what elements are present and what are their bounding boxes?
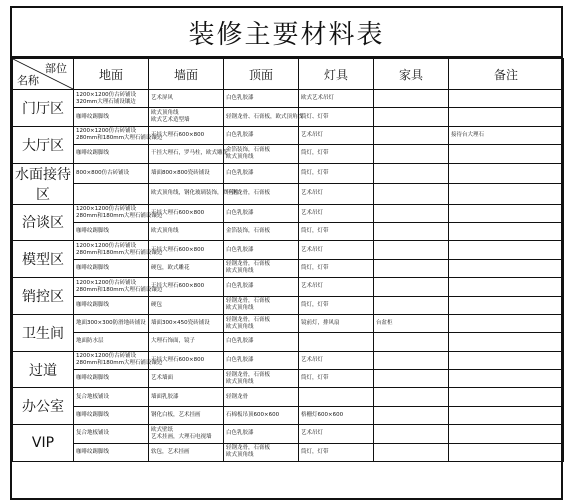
lamp-cell (299, 145, 374, 163)
floor-text: 1200×1200仿古砖铺设 (76, 279, 137, 286)
wall-cell (149, 406, 224, 424)
floor-cell (74, 443, 149, 461)
furniture-cell (374, 259, 449, 277)
wall-cell (149, 145, 229, 163)
wall-cell (149, 333, 224, 351)
furniture-cell (374, 278, 449, 296)
ceiling-text: 轻钢龙骨 (226, 393, 249, 400)
area-name-cell: 卫生间 (13, 314, 74, 351)
note-cell (449, 296, 564, 314)
lamp-text: 筒灯，灯带 (301, 150, 329, 157)
table-row (13, 108, 564, 126)
lamp-text: 筒灯，灯带 (301, 375, 329, 382)
furniture-cell (374, 163, 449, 184)
ceiling-text: 轻钢龙骨，石膏板 (226, 371, 271, 378)
wall-text: 硬包 (151, 301, 163, 308)
furniture-cell (374, 184, 449, 205)
furniture-cell (374, 90, 449, 108)
floor-text: 咖啡纹踢脚线 (76, 375, 110, 382)
wall-cell (149, 351, 224, 369)
note-cell (449, 90, 564, 108)
lamp-text: 艺术吊灯 (301, 131, 324, 138)
table-row (13, 443, 564, 461)
wall-cell (149, 241, 224, 259)
lamp-text: 筒灯，灯带 (301, 301, 329, 308)
area-name-cell: 模型区 (13, 241, 74, 278)
floor-cell (74, 145, 149, 163)
floor-cell (74, 259, 149, 277)
ceiling-cell (224, 351, 299, 369)
ceiling-text: 金箔装饰，石膏板 (226, 146, 271, 153)
table-row (13, 388, 564, 406)
ceiling-text: 白色乳胶漆 (226, 169, 254, 176)
lamp-text: 筒灯，灯带 (301, 448, 329, 455)
table-row (13, 425, 564, 443)
wall-cell (149, 184, 240, 205)
furniture-cell (374, 108, 449, 126)
floor-cell (74, 222, 149, 240)
area-name-cell: 办公室 (13, 388, 74, 425)
furniture-cell (374, 388, 449, 406)
floor-cell (74, 406, 149, 424)
ceiling-cell (224, 425, 299, 443)
lamp-text: 艺术吊灯 (301, 246, 324, 253)
table-row (13, 296, 564, 314)
note-cell (449, 145, 564, 163)
furniture-cell (374, 425, 449, 443)
table-row (13, 333, 564, 351)
lamp-cell (299, 241, 374, 259)
wall-text: 欧式顶角线 (151, 110, 179, 117)
ceiling-text: 欧式顶角线 (226, 305, 254, 312)
wall-text: 欧式壁纸 (151, 426, 174, 433)
wall-text: 墙面300×450瓷砖铺设 (151, 320, 210, 327)
lamp-cell (299, 333, 374, 351)
note-cell (449, 163, 564, 184)
note-cell (449, 314, 564, 332)
note-cell (449, 406, 564, 424)
lamp-cell (299, 443, 374, 461)
ceiling-text: 轻钢龙骨、石膏板，欧式顶角线 (226, 113, 304, 120)
furniture-cell (374, 406, 449, 424)
floor-cell (74, 184, 149, 205)
furniture-cell (374, 222, 449, 240)
floor-cell (74, 296, 149, 314)
wall-text: 大理石饰面，镜子 (151, 338, 196, 345)
note-text: 接待台大理石 (451, 131, 485, 138)
title-row (12, 8, 561, 58)
lamp-cell (299, 296, 374, 314)
materials-table (12, 58, 564, 462)
ceiling-text: 石棉板吊顶600×600 (226, 412, 280, 419)
furniture-cell (374, 370, 449, 388)
lamp-cell (299, 351, 374, 369)
lamp-text: 艺术吊灯 (301, 430, 324, 437)
col-furniture: 家具 (374, 59, 449, 90)
ceiling-text: 欧式顶角线 (226, 323, 254, 330)
corner-name-label: 名称 (17, 74, 39, 87)
area-name-cell: 门厅区 (13, 90, 74, 127)
ceiling-cell (224, 241, 299, 259)
floor-text: 咖啡纹踢脚线 (76, 412, 110, 419)
ceiling-text: 白色乳胶漆 (226, 356, 254, 363)
lamp-cell (299, 163, 374, 184)
ceiling-text: 轻钢龙骨，石膏板 (226, 298, 271, 305)
ceiling-text: 白色乳胶漆 (226, 283, 254, 290)
furniture-cell (374, 241, 449, 259)
wall-text: 欧式艺术造型墙 (151, 117, 190, 124)
lamp-text: 艺术吊灯 (301, 356, 324, 363)
wall-text: 艺术屏风 (151, 95, 174, 102)
table-row (13, 163, 564, 184)
floor-text: 1200×1200仿古砖铺设 (76, 91, 137, 98)
floor-text: 地面300×300防滑地砖铺设 (76, 320, 146, 327)
floor-text: 咖啡纹踢脚线 (76, 448, 110, 455)
floor-text: 1200×1200仿古砖铺设 (76, 243, 137, 250)
wall-text: 干挂大理石600×800 (151, 209, 205, 216)
ceiling-text: 欧式顶角线 (226, 452, 254, 459)
wall-text: 艺术墙面 (151, 375, 174, 382)
ceiling-text: 白色乳胶漆 (226, 338, 254, 345)
floor-cell (74, 351, 163, 369)
ceiling-text: 欧式顶角线 (226, 153, 254, 160)
col-floor: 地面 (74, 59, 149, 90)
ceiling-text: 白色乳胶漆 (226, 95, 254, 102)
floor-text: 320mm大理石铺设镶边 (76, 98, 136, 105)
lamp-text: 艺术吊灯 (301, 190, 324, 197)
wall-cell (149, 108, 224, 126)
floor-cell (74, 425, 149, 443)
ceiling-cell (224, 145, 299, 163)
ceiling-cell (224, 314, 299, 332)
area-name-cell: 水面接待区 (13, 163, 74, 204)
floor-text: 1200×1200仿古砖铺设 (76, 128, 137, 135)
wall-cell (149, 425, 224, 443)
note-cell (449, 388, 564, 406)
lamp-cell (299, 425, 374, 443)
wall-text: 钢化白板，艺术挂画 (151, 412, 201, 419)
table-row (13, 314, 564, 332)
furniture-cell (374, 443, 449, 461)
furniture-cell (374, 314, 449, 332)
table-row (13, 241, 564, 259)
floor-text: 280mm和180mm大理石铺设镶边 (76, 213, 163, 220)
floor-cell (74, 126, 163, 144)
ceiling-text: 轻钢龙骨，石膏板 (226, 190, 271, 197)
wall-cell (149, 296, 224, 314)
col-wall: 墙面 (149, 59, 224, 90)
lamp-text: 筒灯、灯带 (301, 113, 329, 120)
table-row (13, 351, 564, 369)
ceiling-cell (224, 90, 299, 108)
lamp-cell (299, 259, 374, 277)
ceiling-cell (224, 278, 299, 296)
wall-text: 墙面800×800瓷砖铺设 (151, 169, 210, 176)
wall-cell (149, 259, 224, 277)
ceiling-cell (224, 370, 299, 388)
lamp-cell (299, 184, 374, 205)
wall-text: 干挂大理石，罗马柱，欧式雕花 (151, 150, 229, 157)
corner-part-label: 部位 (45, 62, 67, 75)
floor-cell (74, 241, 163, 259)
ceiling-text: 白色乳胶漆 (226, 246, 254, 253)
floor-text: 280mm和180mm大理石铺设镶边 (76, 135, 163, 142)
wall-text: 墙面乳胶漆 (151, 393, 179, 400)
floor-text: 280mm和180mm大理石铺设镶边 (76, 250, 163, 257)
lamp-cell (299, 90, 374, 108)
note-cell (449, 108, 564, 126)
wall-cell (149, 163, 224, 184)
floor-text: 咖啡纹踢脚线 (76, 228, 110, 235)
floor-cell (74, 388, 149, 406)
lamp-cell (299, 406, 374, 424)
lamp-cell (299, 222, 374, 240)
ceiling-cell (224, 108, 304, 126)
wall-text: 干挂大理石600×800 (151, 246, 205, 253)
table-row (13, 90, 564, 108)
lamp-text: 艺术吊灯 (301, 209, 324, 216)
note-cell (449, 370, 564, 388)
wall-cell (149, 370, 224, 388)
wall-text: 艺术挂画，大理石电视墙 (151, 433, 212, 440)
floor-cell (74, 278, 163, 296)
lamp-cell (299, 278, 374, 296)
table-row (13, 406, 564, 424)
table-row (13, 184, 564, 205)
col-note: 备注 (449, 59, 564, 90)
floor-text: 复合地板铺设 (76, 430, 110, 437)
table-row (13, 204, 564, 222)
furniture-text: 台盆柜 (376, 320, 393, 327)
note-cell (449, 443, 564, 461)
floor-text: 800×800仿古砖铺设 (76, 169, 130, 176)
wall-text: 干挂大理石600×800 (151, 131, 205, 138)
ceiling-text: 欧式顶角线 (226, 268, 254, 275)
wall-text: 硬包，欧式雕花 (151, 264, 190, 271)
ceiling-cell (224, 163, 299, 184)
floor-text: 1200×1200仿古砖铺设 (76, 353, 137, 360)
ceiling-cell (224, 296, 299, 314)
wall-cell (149, 388, 224, 406)
lamp-cell (299, 126, 374, 144)
note-cell (449, 333, 564, 351)
wall-cell (149, 126, 224, 144)
lamp-cell (299, 388, 374, 406)
floor-text: 复合地板铺设 (76, 393, 110, 400)
note-cell (449, 126, 564, 144)
ceiling-cell (224, 126, 299, 144)
material-sheet (10, 6, 563, 500)
floor-cell (74, 204, 163, 222)
wall-text: 软包，艺术挂画 (151, 448, 190, 455)
wall-cell (149, 222, 224, 240)
floor-cell (74, 333, 149, 351)
note-cell (449, 184, 564, 205)
floor-text: 咖啡纹踢脚线 (76, 301, 110, 308)
wall-cell (149, 90, 224, 108)
wall-cell (149, 443, 224, 461)
furniture-cell (374, 351, 449, 369)
ceiling-cell (224, 204, 299, 222)
floor-text: 280mm和180mm大理石铺设镶边 (76, 286, 163, 293)
lamp-text: 筒灯，灯带 (301, 228, 329, 235)
table-row (13, 145, 564, 163)
note-cell (449, 259, 564, 277)
wall-text: 欧式顶角线，钢化玻璃装饰，罗马柱 (151, 190, 240, 197)
ceiling-cell (224, 259, 299, 277)
note-cell (449, 278, 564, 296)
area-name-cell: 过道 (13, 351, 74, 388)
floor-text: 地面防水层 (76, 338, 104, 345)
floor-text: 280mm和180mm大理石铺设镶边 (76, 360, 163, 367)
table-row (13, 370, 564, 388)
table-row (13, 259, 564, 277)
lamp-text: 欧式艺术吊灯 (301, 95, 335, 102)
wall-cell (149, 278, 224, 296)
ceiling-text: 白色乳胶漆 (226, 209, 254, 216)
ceiling-text: 金箔装饰，石膏板 (226, 228, 271, 235)
area-name-cell: 销控区 (13, 278, 74, 315)
wall-cell (149, 204, 224, 222)
wall-text: 干挂大理石600×800 (151, 283, 205, 290)
ceiling-text: 白色乳胶漆 (226, 430, 254, 437)
floor-text: 咖啡纹踢脚线 (76, 150, 110, 157)
ceiling-cell (224, 184, 299, 205)
floor-text: 咖啡纹踢脚线 (76, 113, 110, 120)
floor-cell (74, 370, 149, 388)
lamp-cell (299, 108, 374, 126)
wall-cell (149, 314, 224, 332)
lamp-text: 艺术吊灯 (301, 283, 324, 290)
note-cell (449, 241, 564, 259)
furniture-cell (374, 296, 449, 314)
ceiling-text: 轻钢龙骨，石膏板 (226, 445, 271, 452)
wall-text: 干挂大理石600×800 (151, 356, 205, 363)
furniture-cell (374, 126, 449, 144)
lamp-text: 筒灯，灯带 (301, 169, 329, 176)
table-row (13, 222, 564, 240)
ceiling-cell (224, 388, 299, 406)
ceiling-cell (224, 222, 299, 240)
ceiling-cell (224, 406, 299, 424)
floor-text: 咖啡纹踢脚线 (76, 264, 110, 271)
ceiling-text: 轻钢龙骨，石膏板 (226, 261, 271, 268)
ceiling-cell (224, 333, 299, 351)
furniture-cell (374, 204, 449, 222)
lamp-text: 镜前灯，排风扇 (301, 320, 340, 327)
note-cell (449, 204, 564, 222)
note-cell (449, 351, 564, 369)
ceiling-cell (224, 443, 299, 461)
col-lamp: 灯具 (299, 59, 374, 90)
floor-text: 1200×1200仿古砖铺设 (76, 206, 137, 213)
area-name-cell: VIP (13, 425, 74, 462)
ceiling-text: 欧式顶角线 (226, 378, 254, 385)
lamp-cell (299, 314, 374, 332)
table-row (13, 126, 564, 144)
area-name-cell: 洽谈区 (13, 204, 74, 241)
note-cell (449, 222, 564, 240)
table-body (13, 90, 564, 462)
area-name-cell: 大厅区 (13, 126, 74, 163)
lamp-text: 筒灯，灯带 (301, 264, 329, 271)
floor-cell (74, 108, 149, 126)
sheet-title: 装修主要材料表 (188, 19, 385, 50)
col-ceiling: 顶面 (224, 59, 299, 90)
corner-header (13, 59, 74, 90)
ceiling-text: 轻钢龙骨，石膏板 (226, 316, 271, 323)
furniture-cell (374, 333, 449, 351)
header-row (13, 59, 564, 90)
lamp-cell (299, 370, 374, 388)
furniture-cell (374, 145, 449, 163)
lamp-text: 格栅灯600×600 (301, 412, 344, 419)
wall-text: 欧式顶角线 (151, 228, 179, 235)
ceiling-text: 白色乳胶漆 (226, 131, 254, 138)
floor-cell (74, 90, 149, 108)
floor-cell (74, 314, 149, 332)
floor-cell (74, 163, 149, 184)
table-row (13, 278, 564, 296)
note-cell (449, 425, 564, 443)
lamp-cell (299, 204, 374, 222)
